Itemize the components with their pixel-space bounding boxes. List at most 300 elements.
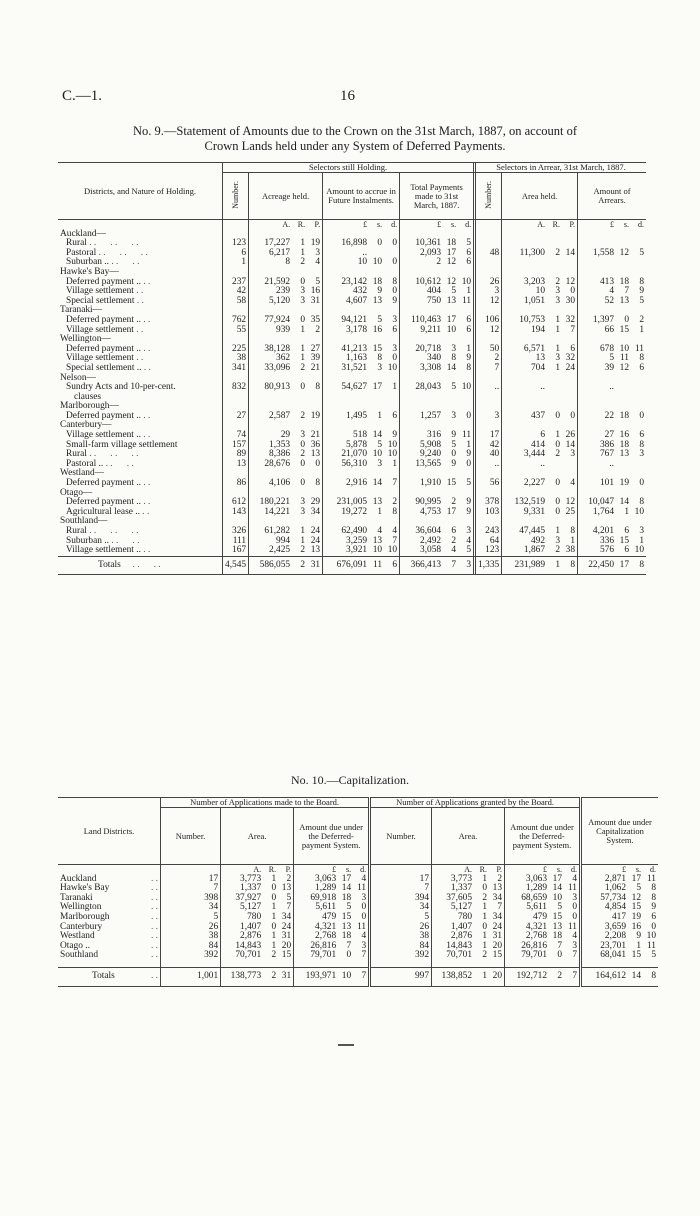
arrears-amount-part: 52 <box>604 295 614 306</box>
arrear-number: 106 <box>475 316 502 326</box>
applications-granted-area-part: 780 <box>457 911 472 922</box>
applications-granted-due-part: 4,321 <box>525 921 547 932</box>
arrears-amount-part: 15 <box>619 324 629 335</box>
empty-cell <box>578 230 647 240</box>
leader-dots: . . <box>140 497 151 508</box>
deferred-payments-table <box>58 162 646 575</box>
acreage-held-part: 14,221 <box>264 506 291 517</box>
total-future <box>323 556 400 575</box>
arrear-number: 42 <box>475 441 502 451</box>
arrear-area-part: 1 <box>555 343 560 354</box>
applications-made-due-part: 4,321 <box>315 921 337 932</box>
arrear-area-part: 9,331 <box>523 506 545 517</box>
acreage-held-part: 2 <box>300 410 306 421</box>
arrear-area-part: 7 <box>570 324 575 335</box>
unit-arrears <box>578 220 647 230</box>
acreage-held-part: 21 <box>310 362 321 373</box>
applications-granted-area-part: 34 <box>492 911 502 922</box>
future-instalments-part: 23,142 <box>341 276 368 287</box>
arrear-number: 3 <box>475 412 502 422</box>
leader-dots: . . <box>140 545 151 556</box>
total-payments-part: 4 <box>466 535 472 546</box>
arrears-amount-part: 12 <box>619 247 629 258</box>
acreage-held-part: 3 <box>300 497 306 508</box>
total-payments-part: 18 <box>446 238 457 249</box>
col-land-district-header: Land Districts. <box>83 825 135 836</box>
applications-made-due <box>294 951 370 961</box>
applications-made-area-part: 5 <box>286 892 292 903</box>
empty-cell <box>578 393 647 403</box>
total-payments-part: 1,257 <box>420 410 442 421</box>
acreage-held-part: 939 <box>276 324 291 335</box>
total-payments-part: 3 <box>451 343 457 354</box>
applications-granted-due-part: 0 <box>572 911 577 922</box>
applications-made-area-part: 1 <box>271 931 277 942</box>
acreage-held-part: 13 <box>310 545 321 556</box>
holding-number: 225 <box>223 345 249 355</box>
capitalization-amount-part: 9 <box>636 931 641 942</box>
arrears-amount-part: 386 <box>599 439 614 450</box>
total-payments-sum-part: 3 <box>466 559 472 570</box>
arrear-area-part: 2 <box>555 247 560 258</box>
capitalization-table <box>58 797 658 987</box>
applications-made-due-part: 7 <box>361 950 367 961</box>
continuation-row <box>58 393 646 403</box>
arrears-amount-part: 10 <box>634 506 644 517</box>
applications-made-number: 398 <box>161 894 221 904</box>
total-payments-part: 3,308 <box>420 362 442 373</box>
arrears-amount-part: 9 <box>639 286 644 297</box>
future-instalments-part: 3 <box>377 362 383 373</box>
acreage-held-part: 8 <box>285 257 291 268</box>
applications-made-area-part: 1 <box>271 940 277 951</box>
leader-dots: . . . . . . <box>96 247 148 258</box>
col-granted-area-header: Area. <box>432 808 505 865</box>
acreage-held <box>249 258 323 268</box>
applications-granted-due-part: 479 <box>532 911 547 922</box>
district-label <box>58 951 161 961</box>
total-payments-part: 14 <box>446 362 457 373</box>
arrear-area-part: 2 <box>555 449 560 460</box>
applications-made-due-part: 79,701 <box>310 950 337 961</box>
applications-granted-area-part: 1 <box>482 940 487 951</box>
district-heading: Nelson— <box>60 372 96 383</box>
arrears-amount-part: 8 <box>639 439 644 450</box>
applications-granted-due-part: 10 <box>552 892 562 903</box>
future-instalments-part: 14 <box>372 478 383 489</box>
arrears-amount-part: 4,201 <box>592 526 614 536</box>
capitalization-amount-part: 164,612 <box>595 970 626 981</box>
arrear-area-part: 3,203 <box>523 276 545 287</box>
holding-number: 832 <box>223 383 249 393</box>
unit-total-part: s. <box>450 220 457 229</box>
acreage-held-part: 0 <box>300 276 306 287</box>
applications-granted-due-part: 2 <box>557 970 562 981</box>
empty-cell <box>475 230 502 240</box>
arrear-area-part: 0 <box>570 410 575 421</box>
holding-number: 123 <box>223 239 249 249</box>
table-row <box>58 932 658 942</box>
applications-granted-area-part: 2 <box>497 873 502 884</box>
arrears-amount-part: 11 <box>619 353 629 364</box>
total-acreage-part: 2 <box>300 559 306 570</box>
arrears-amount-part: 39 <box>604 362 614 373</box>
table-row <box>58 412 646 422</box>
leader-dots: . . <box>141 362 151 373</box>
arrears-amount <box>578 258 647 268</box>
arrear-area-part: 4 <box>570 478 575 489</box>
total-payments-part: 9 <box>466 449 472 460</box>
district-name: Westland <box>60 931 95 942</box>
capitalization-body <box>58 865 658 987</box>
arrear-area-part: 1,867 <box>523 545 545 556</box>
arrear-area-part: 6,571 <box>523 343 545 354</box>
unit-granted-area-part: P. <box>496 865 502 874</box>
district-name: Canterbury <box>60 921 103 932</box>
arrear-area-part: 0 <box>555 478 560 489</box>
capitalization-amount-part: 5 <box>636 883 641 894</box>
applications-granted-number: 392 <box>370 951 432 961</box>
unit-future-part: d. <box>391 220 398 229</box>
acreage-held-part: 19 <box>310 238 321 249</box>
total-payments-part: 3 <box>466 526 472 536</box>
totals-text: Totals <box>98 559 121 570</box>
holding-number: 762 <box>223 316 249 326</box>
capitalization-amount-part: 11 <box>646 940 656 951</box>
future-instalments-part: 0 <box>392 257 398 268</box>
capitalization-amount-part: 4,854 <box>604 902 626 913</box>
district-heading: Otago— <box>60 487 93 498</box>
unit-granted-due-part: d. <box>571 865 577 874</box>
arrear-area-part: 32 <box>565 353 575 364</box>
arrear-area-part: 2 <box>555 545 560 556</box>
col-acreage-header: Acreage held. <box>249 173 323 220</box>
acreage-held <box>249 326 323 336</box>
future-instalments-part: 0 <box>392 238 398 249</box>
table-row <box>58 903 658 913</box>
future-instalments-part: 5 <box>377 439 383 450</box>
future-instalments-part: 10 <box>387 362 398 373</box>
leader-dots: . . <box>150 921 158 932</box>
table-row <box>58 508 646 518</box>
arrears-amount-part: 1 <box>624 506 629 517</box>
future-instalments-part: 10 <box>372 257 383 268</box>
arrear-area-part: 10 <box>535 286 545 297</box>
arrears-amount <box>578 546 647 556</box>
capitalization-amount-part: 23,701 <box>600 940 626 951</box>
future-instalments-part: 54,627 <box>341 382 368 393</box>
leader-dots: . . <box>133 353 144 364</box>
unit-granted-area-part: R. <box>479 865 487 874</box>
total-payments-part: 5 <box>451 439 457 450</box>
holding-number: 55 <box>223 326 249 336</box>
future-instalments <box>323 412 400 422</box>
total-payments-part: 10,361 <box>415 238 442 249</box>
applications-granted-due-part: 79,701 <box>521 950 547 961</box>
acreage-held-part: 61,282 <box>264 526 291 536</box>
totals-row <box>58 967 658 986</box>
acreage-held-part: 5 <box>315 276 321 287</box>
applications-granted-due-part: 17 <box>552 873 562 884</box>
total-arrears-part: 8 <box>639 559 644 570</box>
applications-made-due-part: 17 <box>341 873 352 884</box>
leader-dots: . . . . <box>108 535 140 546</box>
total-payments-part: 1 <box>466 343 472 354</box>
future-instalments-part: 9 <box>392 295 398 306</box>
acreage-held-part: 29 <box>310 497 321 508</box>
total-payments-part: 10,612 <box>415 276 442 287</box>
total-payments-part: 110,463 <box>410 314 442 325</box>
acreage-held-part: 2,587 <box>269 410 291 421</box>
arrear-number: 103 <box>475 508 502 518</box>
total-payments <box>400 412 475 422</box>
total-payments-sum-part: 7 <box>451 559 457 570</box>
empty-cell <box>502 230 578 240</box>
arrears-amount-part: 16 <box>619 430 629 441</box>
arrear-number: 243 <box>475 527 502 537</box>
acreage-held-part: 0 <box>315 458 321 469</box>
total-arrear-area-part: 8 <box>570 559 575 570</box>
future-instalments-part: 10 <box>387 545 398 556</box>
arrears-amount-part: 18 <box>619 410 629 421</box>
unit-future-part: £ <box>363 220 368 229</box>
total-payments-part: 8 <box>451 353 457 364</box>
col-total-header: Total Payments made to 31st March, 1887. <box>400 173 475 220</box>
total-future-part: 11 <box>373 559 383 570</box>
holding-number: 341 <box>223 364 249 374</box>
applications-granted-area-part: 2 <box>482 892 487 903</box>
acreage-held-part: 1 <box>300 535 306 546</box>
future-instalments-part: 10 <box>387 439 398 450</box>
arrears-amount-part: 5 <box>639 295 644 306</box>
acreage-held-part: 16 <box>310 286 321 297</box>
applications-granted-area <box>432 967 505 986</box>
total-payments-part: 28,043 <box>415 382 442 393</box>
future-instalments-part: 0 <box>392 353 398 364</box>
acreage-held-part: 13 <box>310 449 321 460</box>
document-reference: C.—1. <box>62 88 103 104</box>
arrears-amount-part: 0 <box>624 314 629 325</box>
total-payments-part: 10 <box>446 324 457 335</box>
arrears-amount-part: 1,558 <box>592 247 614 258</box>
acreage-held-part: 27 <box>310 343 321 354</box>
total-payments-part: 2,093 <box>420 247 442 258</box>
leader-dots: . . <box>133 324 144 335</box>
acreage-held-part: 2,425 <box>269 545 291 556</box>
applications-granted-due-part: 4 <box>572 873 577 884</box>
applications-granted-due-part: 192,712 <box>516 970 547 981</box>
future-instalments-part: 3,178 <box>346 324 368 335</box>
total-acreage-part: 586,055 <box>259 559 291 570</box>
unit-future-part: s. <box>376 220 383 229</box>
total-payments-part: 13,565 <box>415 458 442 469</box>
arrear-area-part: 32 <box>565 314 575 325</box>
total-arrears-part: 22,450 <box>588 559 614 570</box>
applications-granted-due-part: 4 <box>572 931 577 942</box>
capitalization-amount-part: 5 <box>651 950 656 961</box>
acreage-held-part: 24 <box>310 535 321 546</box>
acreage-held-part: 77,924 <box>264 314 291 325</box>
applications-made-area <box>221 951 294 961</box>
applications-granted-due-part: 68,659 <box>521 892 547 903</box>
applications-granted-number: 38 <box>370 932 432 942</box>
future-instalments-part: 16,898 <box>341 238 368 249</box>
capitalization-amount-part: 3,659 <box>604 921 626 932</box>
table-row <box>58 460 646 470</box>
holding-name: Deferred payment .. <box>66 497 141 508</box>
arrear-area-part: 14 <box>565 247 575 258</box>
arrear-number: 50 <box>475 345 502 355</box>
arrears-amount-part: 1 <box>639 324 644 335</box>
total-payments-part: 10 <box>461 276 472 287</box>
capitalization-amount-part: 6 <box>651 911 656 922</box>
totals-label <box>58 556 223 575</box>
applications-made-number: 7 <box>161 884 221 894</box>
future-instalments-part: 3 <box>392 343 398 354</box>
acreage-held <box>249 546 323 556</box>
holding-name: Deferred payment .. <box>66 314 141 325</box>
arrear-area-part: 25 <box>565 506 575 517</box>
future-instalments-part: 9 <box>377 286 383 297</box>
arrear-area-part: 0 <box>555 439 560 450</box>
applications-made-due-part: 2,768 <box>315 931 337 942</box>
capitalization-amount-part: 16 <box>631 921 641 932</box>
future-instalments-part: 9 <box>392 430 398 441</box>
applications-granted-due-part: 26,816 <box>521 940 547 951</box>
applications-granted-area-part: 15 <box>492 950 502 961</box>
total-payments-part: 17 <box>446 506 457 517</box>
units-row <box>58 865 658 875</box>
holding-number: 42 <box>223 287 249 297</box>
capitalization-amount-part: 15 <box>631 902 641 913</box>
total-payments-part: 5 <box>466 478 472 489</box>
applications-granted-area-part: 1 <box>482 902 487 913</box>
holding-name: Pastoral .. <box>66 458 104 469</box>
total-payments-part: 17 <box>446 314 457 325</box>
total-payments-part: 1 <box>466 439 472 450</box>
acreage-held-part: 6,217 <box>269 247 291 258</box>
applications-granted-area-part: 1 <box>482 873 487 884</box>
future-instalments-part: 8 <box>377 353 383 364</box>
arrears-amount-part: 413 <box>599 276 614 287</box>
applications-granted-due-part: 14 <box>552 883 562 894</box>
units-row <box>58 220 646 230</box>
arrears-amount-part: 0 <box>639 478 644 489</box>
arrear-area-part: 8 <box>570 526 575 536</box>
total-payments-part: 36,604 <box>415 526 442 536</box>
total-payments-part: 9 <box>466 497 472 508</box>
arrears-amount-part: 19 <box>619 478 629 489</box>
arrears-amount-part: 6 <box>639 362 644 373</box>
total-payments-part: 0 <box>451 449 457 460</box>
acreage-held <box>249 383 323 393</box>
arrear-number: 40 <box>475 450 502 460</box>
holding-name: Suburban .. <box>66 535 109 546</box>
col-area-header: Area held. <box>502 173 578 220</box>
acreage-held-part: 0 <box>300 382 306 393</box>
arrears-amount-part: 11 <box>634 343 644 354</box>
applications-granted-due-part: 13 <box>552 921 562 932</box>
arrears-amount-part: 6 <box>639 430 644 441</box>
table-row <box>58 923 658 933</box>
acreage-held-part: 0 <box>300 439 306 450</box>
acreage-held-part: 2 <box>300 257 306 268</box>
acreage-held-part: 2 <box>300 449 306 460</box>
future-instalments-part: 1,495 <box>346 410 368 421</box>
empty-cell <box>400 393 475 403</box>
arrears-amount-part: 10 <box>634 545 644 556</box>
leader-dots: . . <box>150 950 158 961</box>
total-payments-part: 17 <box>446 247 457 258</box>
applications-granted-number: 997 <box>370 967 432 986</box>
applications-granted-area-part: 31 <box>492 931 502 942</box>
total-payments-part: 404 <box>427 286 442 297</box>
future-instalments-part: 0 <box>377 238 383 249</box>
applications-granted-area-part: 0 <box>482 921 487 932</box>
holding-number: 13 <box>223 460 249 470</box>
total-payments-part: 11 <box>462 430 472 441</box>
holding-number: 237 <box>223 278 249 288</box>
holding-name: Village settlement <box>66 324 134 335</box>
total-acreage-part: 31 <box>310 559 321 570</box>
holding-number: 27 <box>223 412 249 422</box>
holding-name: Special settlement .. <box>66 362 142 373</box>
table-row <box>58 364 646 374</box>
applications-made-number: 392 <box>161 951 221 961</box>
acreage-held-part: 1 <box>300 353 306 364</box>
holding-number: 111 <box>223 537 249 547</box>
unit-area-part: P. <box>569 220 575 229</box>
arrears-amount-part: 1,764 <box>592 506 614 517</box>
total-payments-part: 8 <box>466 362 472 373</box>
applications-granted-area-part: 1,337 <box>450 883 472 894</box>
unit-acreage-part: R. <box>297 220 306 229</box>
total-number: 4,545 <box>223 556 249 575</box>
table-row <box>58 894 658 904</box>
acreage-held <box>249 508 323 518</box>
arrear-area-part: 1 <box>555 314 560 325</box>
unit-area <box>502 220 578 230</box>
holding-number: 326 <box>223 527 249 537</box>
future-instalments-part: 18 <box>372 276 383 287</box>
holding-name: Deferred payment .. <box>66 343 141 354</box>
future-instalments-part: 10 <box>387 449 398 460</box>
capitalization-amount-part: 1,062 <box>604 883 626 894</box>
leader-dots: . . <box>150 902 158 913</box>
future-instalments-part: 16 <box>372 324 383 335</box>
applications-granted-area-part: 7 <box>497 902 502 913</box>
total-arrear-area <box>502 556 578 575</box>
deferred-payments-body <box>58 220 646 575</box>
holding-number: 58 <box>223 297 249 307</box>
arrear-number: 17 <box>475 431 502 441</box>
applications-granted-number: 84 <box>370 942 432 952</box>
future-instalments-part: 1 <box>377 410 383 421</box>
district-heading: Wellington— <box>60 334 111 345</box>
holding-number: 167 <box>223 546 249 556</box>
empty-cell <box>502 393 578 403</box>
applications-made-due-part: 193,971 <box>305 970 337 981</box>
leader-dots: . . <box>150 931 158 942</box>
total-payments-part: 15 <box>446 478 457 489</box>
col-granted-number-header: Number. <box>370 808 432 865</box>
applications-made-number: 38 <box>161 932 221 942</box>
applications-made-due-part: 26,816 <box>310 940 337 951</box>
arrear-area-part: 10,753 <box>519 314 545 325</box>
acreage-held-part: 3 <box>300 295 306 306</box>
arrear-area-part: 3 <box>555 535 560 546</box>
holding-name: Suburban .. <box>66 257 109 268</box>
